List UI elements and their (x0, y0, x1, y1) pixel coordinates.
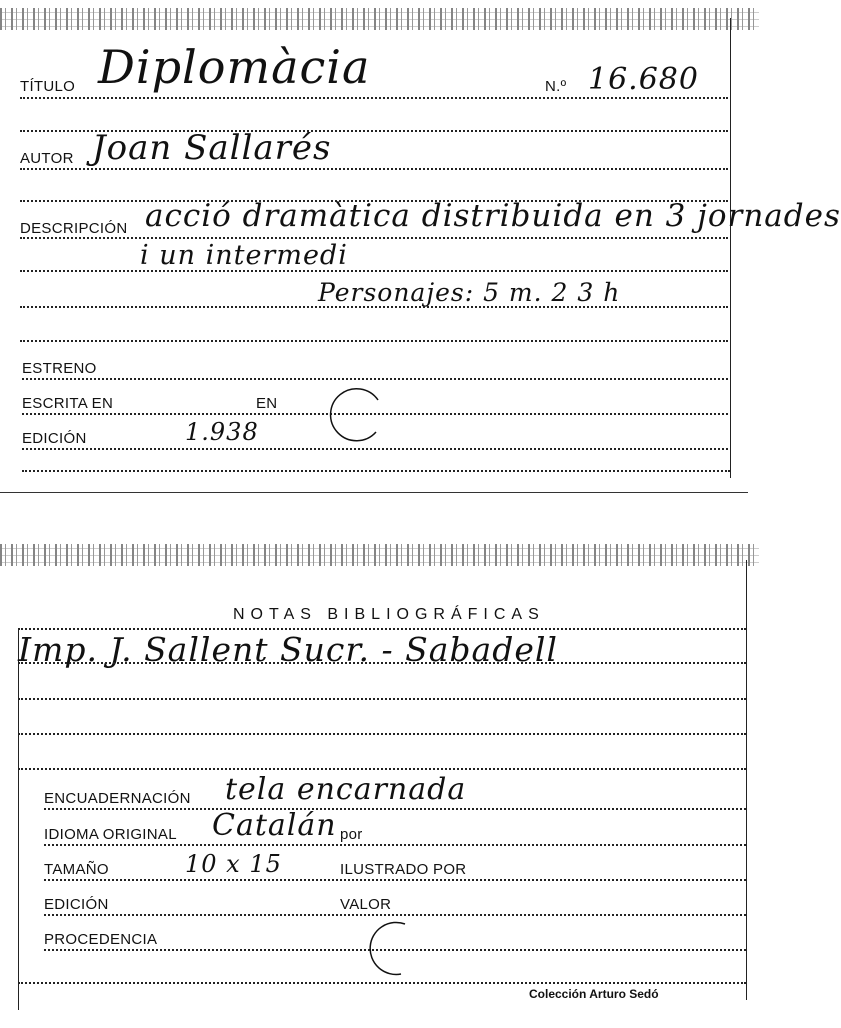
rule-line (20, 340, 728, 342)
titulo-value: Diplomàcia (98, 40, 371, 94)
rule-line (44, 844, 746, 846)
descripcion-label: DESCRIPCIÓN (20, 220, 128, 237)
rule-line (22, 448, 728, 450)
ilustrado-label: ILUSTRADO POR (340, 861, 467, 878)
circular-stamp-icon (355, 918, 415, 980)
rule-line (18, 733, 746, 735)
rule-line (20, 168, 728, 170)
procedencia-label: PROCEDENCIA (44, 931, 158, 948)
rule-line (20, 237, 728, 239)
card-border-right (730, 18, 731, 478)
descripcion-line1: acció dramàtica distribuida en 3 jornades (145, 198, 841, 234)
scan-noise-top (0, 544, 759, 566)
circular-stamp-icon (322, 382, 388, 448)
rule-line (18, 698, 746, 700)
numero-label: N.º (545, 78, 567, 95)
collection-footer: Colección Arturo Sedó (529, 987, 659, 1001)
notas-value: Imp. J. Sallent Sucr. - Sabadell (18, 630, 558, 669)
scan-noise-top (0, 8, 759, 30)
tamano-value: 10 x 15 (185, 850, 282, 878)
estreno-label: ESTRENO (22, 360, 97, 377)
autor-label: AUTOR (20, 150, 74, 167)
encuadernacion-label: ENCUADERNACIÓN (44, 790, 191, 807)
rule-line (20, 97, 728, 99)
edicion-label: EDICIÓN (22, 430, 87, 447)
rule-line (20, 306, 728, 308)
encuadernacion-value: tela encarnada (225, 772, 467, 807)
descripcion-line2: i un intermedi (140, 240, 348, 271)
rule-line (44, 808, 746, 810)
por-label: por (340, 826, 363, 843)
notas-heading: NOTAS BIBLIOGRÁFICAS (233, 606, 545, 623)
card-border-right (746, 560, 747, 1000)
numero-value: 16.680 (588, 62, 699, 97)
valor-label: VALOR (340, 896, 392, 913)
rule-line (22, 378, 728, 380)
edicion-back-label: EDICIÓN (44, 896, 109, 913)
rule-line (44, 879, 746, 881)
idioma-label: IDIOMA ORIGINAL (44, 826, 177, 843)
en-label: EN (256, 395, 278, 412)
rule-line (22, 470, 730, 472)
rule-line (18, 662, 746, 664)
rule-line (44, 914, 746, 916)
edicion-value: 1.938 (185, 418, 259, 446)
card-bottom-edge (0, 492, 748, 493)
catalog-card-front (0, 0, 841, 495)
card-border-left (18, 630, 19, 1010)
descripcion-line3: Personajes: 5 m. 2 3 h (318, 278, 621, 307)
rule-line (18, 982, 746, 984)
tamano-label: TAMAÑO (44, 861, 109, 878)
autor-value: Joan Sallarés (92, 128, 332, 168)
catalog-card-back (0, 540, 759, 1028)
titulo-label: TÍTULO (20, 78, 76, 95)
idioma-value: Catalán (212, 808, 337, 843)
escrita-en-label: ESCRITA EN (22, 395, 114, 412)
rule-line (18, 768, 746, 770)
rule-line (20, 270, 728, 272)
